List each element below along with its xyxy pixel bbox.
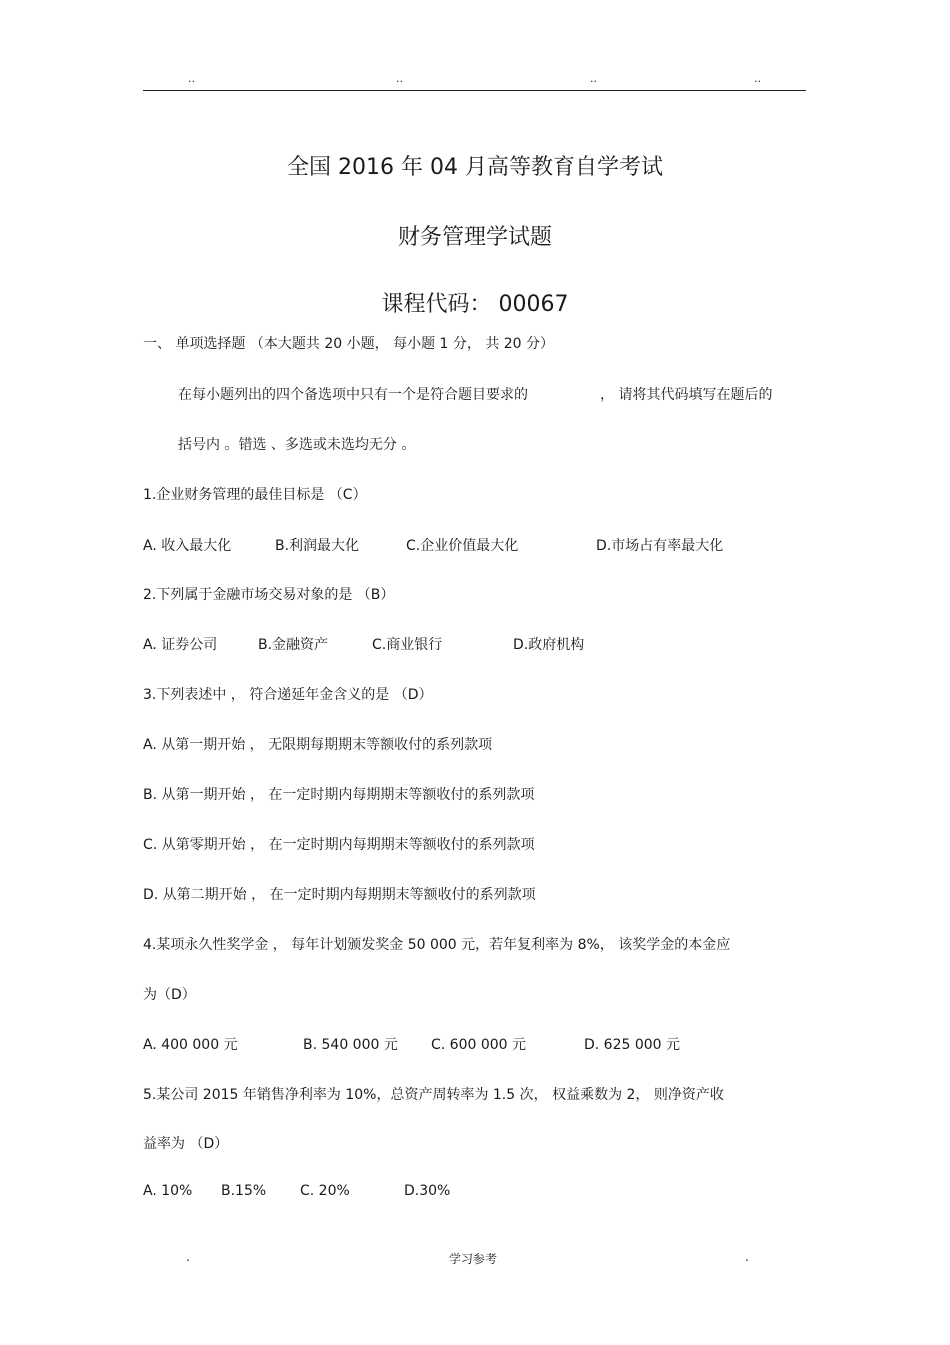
header-rule (143, 90, 806, 91)
question-3-stem: 3.下列表述中 ， 符合递延年金含义的是 （D） (143, 687, 433, 703)
subject-title: 财务管理学试题 (397, 225, 552, 250)
q1-option-b: B.利润最大化 (275, 538, 360, 554)
q4-option-c: C. 600 000 元 (431, 1037, 527, 1053)
q3-option-a: A. 从第一期开始 ， 无限期每期期末等额收付的系列款项 (143, 737, 493, 753)
q2-option-a: A. 证券公司 (143, 637, 218, 653)
instruction-text: 在每小题列出的四个备选项中只有一个是符合题目要求的 (178, 387, 528, 403)
q1-option-c: C.企业价值最大化 (406, 538, 519, 554)
instruction-text-2: 括号内 。错选 、多选或未选均无分 。 (178, 437, 416, 453)
q2-option-c: C.商业银行 (372, 637, 443, 653)
question-4-stem: 4.某项永久性奖学金 ， 每年计划颁发奖金 50 000 元，若年复利率为 8%， 该奖学金的本金应 (143, 937, 731, 953)
header-dot: .. (396, 72, 403, 85)
q5-option-b: B.15% (221, 1183, 267, 1199)
q3-option-d: D. 从第二期开始 ， 在一定时期内每期期末等额收付的系列款项 (143, 887, 536, 903)
q5-option-a: A. 10% (143, 1183, 193, 1199)
q1-option-d: D.市场占有率最大化 (596, 538, 724, 554)
q3-option-b: B. 从第一期开始 ， 在一定时期内每期期末等额收付的系列款项 (143, 787, 535, 803)
exam-title: 全国 2016 年 04 月高等教育自学考试 (287, 155, 663, 180)
footer-center: 学习参考 (449, 1252, 498, 1266)
q2-option-d: D.政府机构 (513, 637, 585, 653)
question-5-stem: 5.某公司 2015 年销售净利率为 10%，总资产周转率为 1.5 次， 权益乘数为 2， 则净资产收 (143, 1087, 724, 1103)
header-dot: .. (188, 72, 195, 85)
q5-option-d: D.30% (404, 1183, 451, 1199)
q4-option-a: A. 400 000 元 (143, 1037, 238, 1053)
header-dot: .. (590, 72, 597, 85)
q4-option-b: B. 540 000 元 (303, 1037, 398, 1053)
q3-option-c: C. 从第零期开始 ， 在一定时期内每期期末等额收付的系列款项 (143, 837, 535, 853)
q5-option-c: C. 20% (300, 1183, 350, 1199)
question-1-stem: 1.企业财务管理的最佳目标是 （C） (143, 487, 367, 503)
footer-right: . (745, 1250, 749, 1264)
footer-left: . (186, 1250, 190, 1264)
course-code: 课程代码： 00067 (381, 292, 569, 317)
q2-option-b: B.金融资产 (258, 637, 329, 653)
question-5-stem-cont: 益率为 （D） (143, 1136, 229, 1152)
q1-option-a: A. 收入最大化 (143, 538, 232, 554)
question-2-stem: 2.下列属于金融市场交易对象的是 （B） (143, 587, 395, 603)
instruction-text-cont: ， 请将其代码填写在题后的 (600, 387, 773, 403)
question-4-stem-cont: 为（D） (143, 987, 196, 1003)
header-dot: .. (754, 72, 761, 85)
section-heading: 一、 单项选择题 （本大题共 20 小题， 每小题 1 分， 共 20 分） (143, 336, 555, 352)
q4-option-d: D. 625 000 元 (584, 1037, 681, 1053)
